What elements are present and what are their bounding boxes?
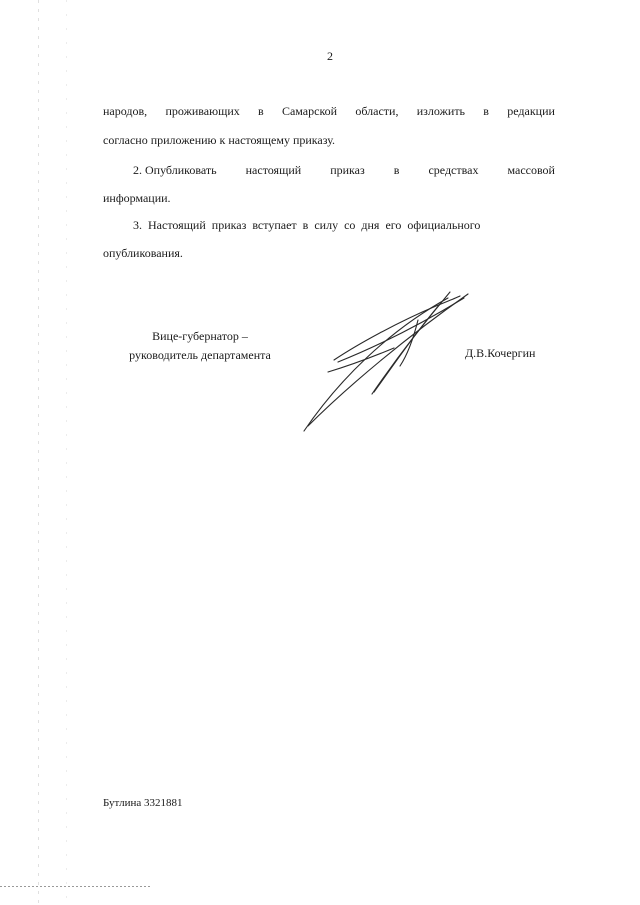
- word: области,: [355, 104, 399, 118]
- word: массовой: [507, 163, 555, 177]
- page-number: 2: [327, 49, 333, 63]
- paragraph-3-line-2: опубликования.: [103, 246, 183, 260]
- word: в: [483, 104, 489, 118]
- word: проживающих: [165, 104, 240, 118]
- handwritten-signature: [298, 286, 478, 434]
- paragraph-3-line-1: 3. Настоящий приказ вступает в силу со дня его официального: [133, 218, 481, 232]
- paragraph-2-line-1: [133, 163, 555, 177]
- word: 2. Опубликовать: [133, 163, 217, 177]
- scan-artifact-margin: [66, 0, 67, 905]
- word: Самарской: [281, 104, 338, 118]
- executor-note: Бутлина 3321881: [103, 797, 183, 809]
- paragraph-1-line-1: [103, 104, 555, 118]
- word: изложить: [416, 104, 466, 118]
- word: народов,: [103, 104, 148, 118]
- scan-artifact-bottom: [0, 886, 150, 887]
- scan-artifact-left: [38, 0, 39, 905]
- word: настоящий: [245, 163, 302, 177]
- word: приказ: [330, 163, 365, 177]
- position-line-2: руководитель департамента: [129, 348, 271, 362]
- word: редакции: [507, 104, 555, 118]
- word: в: [393, 163, 400, 177]
- signatory-name: Д.В.Кочергин: [465, 346, 536, 360]
- word: в: [258, 104, 264, 118]
- signatory-position: [100, 327, 300, 365]
- position-line-1: Вице-губернатор –: [152, 329, 248, 343]
- paragraph-1-line-2: согласно приложению к настоящему приказу.: [103, 133, 336, 147]
- paragraph-2-line-2: информации.: [103, 191, 171, 205]
- word: средствах: [428, 163, 479, 177]
